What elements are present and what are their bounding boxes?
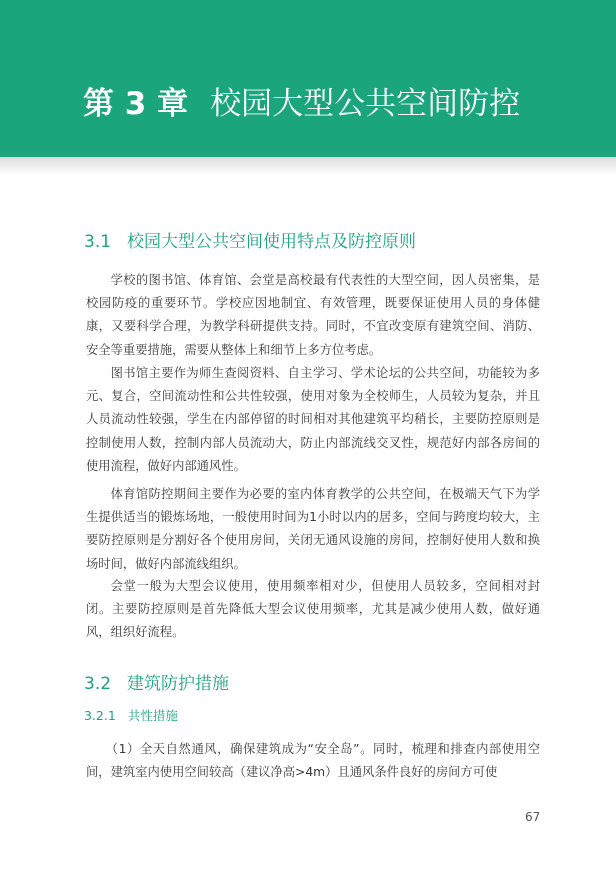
section-title: 建筑防护措施 [127,674,230,694]
chapter-header-band [0,0,616,157]
subsection-heading-3-2-1 [84,707,178,725]
paragraph: （1）全天自然通风，确保建筑成为“安全岛”。同时，梳理和排查内部使用空间，建筑室内使用空间较高（建议净高>4m）且通风条件良好的房间方可使 [86,742,540,780]
chapter-number: 第 3 章 [83,86,189,122]
chapter-title [83,84,520,124]
paragraph: 会堂一般为大型会议使用，使用频率相对少，但使用人员较多，空间相对封闭。主要防控原则是首先降低大型会议使用频率，尤其是减少使用人数，做好通风，组织好流程。 [86,579,540,640]
subsection-title: 共性措施 [127,708,178,723]
subsection-number: 3.2.1 [84,708,116,723]
section-heading-3-1 [84,231,416,253]
chapter-name: 校园大型公共空间防控 [210,86,521,122]
paragraph: 体育馆防控期间主要作为必要的室内体育教学的公共空间，在极端天气下为学生提供适当的锻炼场地，一般使用时间为1小时以内的居多，空间与跨度均较大，主要防控原则是分割好各个使用房间，关闭无通风设施的房间，控制好使用人数和换场时间，做好内部流线组织。 [86,487,540,571]
section-number: 3.1 [84,232,112,252]
section-title: 校园大型公共空间使用特点及防控原则 [127,232,417,252]
section-number: 3.2 [84,674,112,694]
paragraph: 图书馆主要作为师生查阅资料、自主学习、学术论坛的公共空间，功能较为多元、复合，空间流动性和公共性较强，使用对象为全校师生，人员较为复杂，并且人员流动性较强，学生在内部停留的时间相对其他建筑平均稍长，主要防控原则是控制使用人数，控制内部人员流动大，防止内部流线交叉性，规范好内部各房间的使用流程，做好内部通风性。 [86,366,540,473]
section-heading-3-2 [84,673,229,695]
header-shadow [0,157,616,175]
paragraph: 学校的图书馆、体育馆、会堂是高校最有代表性的大型空间，因人员密集，是校园防疫的重要环节。学校应因地制宜、有效管理，既要保证使用人员的身体健康，又要科学合理，为教学科研提供支持。同时，不宜改变原有建筑空间、消防、安全等重要措施，需要从整体上和细节上多方位考虑。 [86,273,540,357]
page-number: 67 [525,810,541,824]
